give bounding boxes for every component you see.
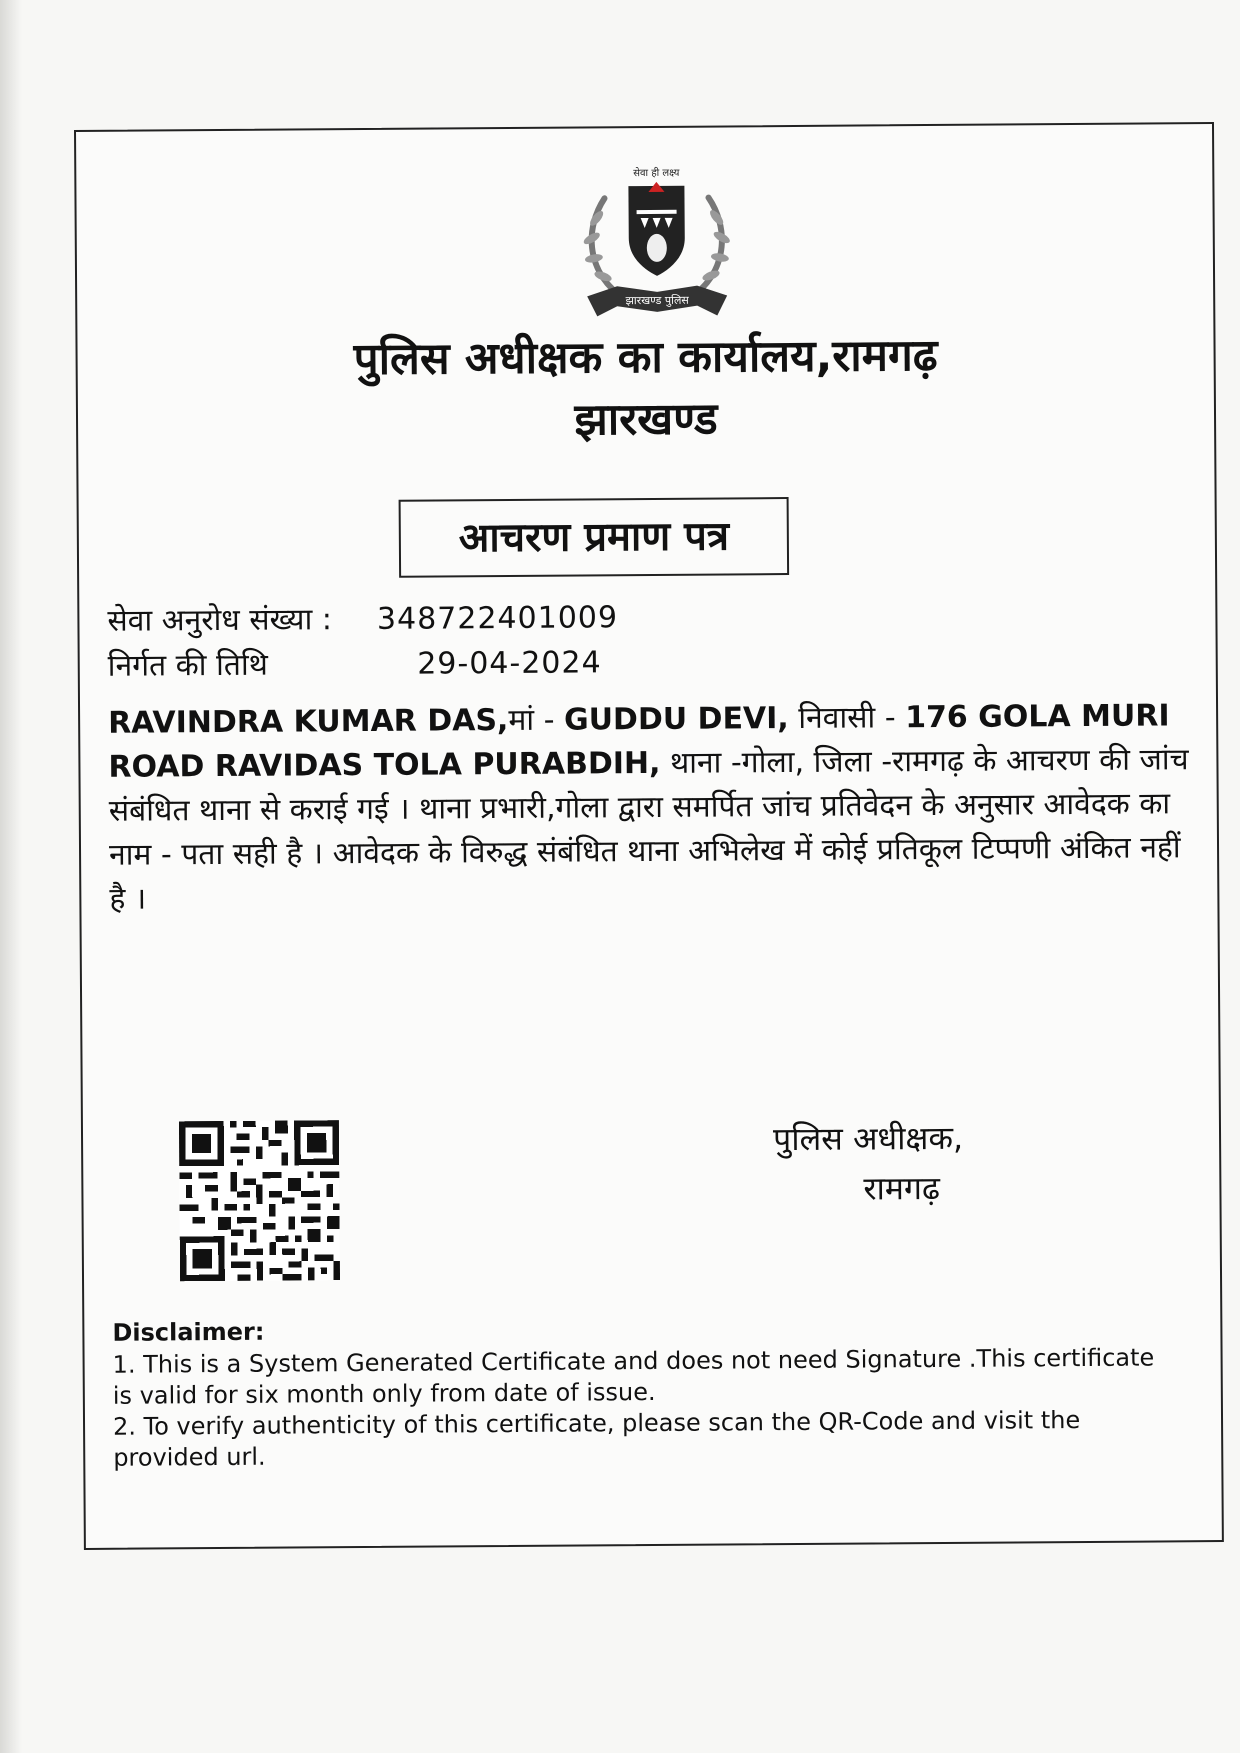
emblem-ribbon-text: झारखण्ड पुलिस [625, 293, 689, 308]
service-request-row [107, 598, 618, 642]
applicant-address: 176 GOLA MURI ROAD RAVIDAS TOLA PURABDIH, [108, 698, 1170, 785]
disclaimer-item-1: 1. This is a System Generated Certificate and does not need Signature .This certificate is valid for six month only from date of issue. [112, 1343, 1155, 1410]
qr-code-icon [179, 1120, 340, 1281]
issue-date-label: निर्गत की तिथि [107, 647, 268, 684]
service-request-number: 348722401009 [376, 600, 619, 637]
state-title: झारखण्ड [574, 393, 718, 446]
emblem-motto: सेवा ही लक्ष्य [633, 167, 680, 180]
issue-date-row [108, 643, 602, 686]
certificate-frame [74, 122, 1224, 1550]
mother-name: GUDDU DEVI, [563, 701, 789, 738]
office-title: पुलिस अधीक्षक का कार्यालय,रामगढ़ [353, 329, 938, 386]
signatory-title: पुलिस अधीक्षक, [772, 1118, 964, 1159]
service-request-label: सेवा अनुरोध संख्या : [107, 602, 333, 639]
signatory-place: रामगढ़ [863, 1168, 941, 1208]
certificate-body [108, 694, 1200, 922]
mother-label: मां - [508, 702, 565, 738]
disclaimer-title: Disclaimer: [112, 1317, 265, 1347]
police-emblem-icon [556, 157, 757, 328]
disclaimer-text [113, 1342, 1174, 1473]
certificate-title: आचरण प्रमाण पत्र [399, 497, 790, 578]
disclaimer-item-2: 2. To verify authenticity of this certificate, please scan the QR-Code and visit the provided url. [112, 1406, 1081, 1472]
applicant-name: RAVINDRA KUMAR DAS, [108, 702, 509, 741]
page-edge-shadow [0, 0, 22, 1753]
resident-label: निवासी - [788, 700, 906, 737]
certificate-statement: थाना -गोला, जिला -रामगढ़ के आचरण की जांच संबंधित थाना से कराई गई । थाना प्रभारी,गोला द्वारा समर्पित जांच प्रतिवेदन के अनुसार आवेदक का नाम - पता सही है । आवेदक के विरुद्ध संबंधित थाना अभिलेख में कोई प्रतिकूल टिप्पणी अंकित नहीं है । [108, 742, 1189, 917]
issue-date-value: 29-04-2024 [417, 645, 602, 682]
